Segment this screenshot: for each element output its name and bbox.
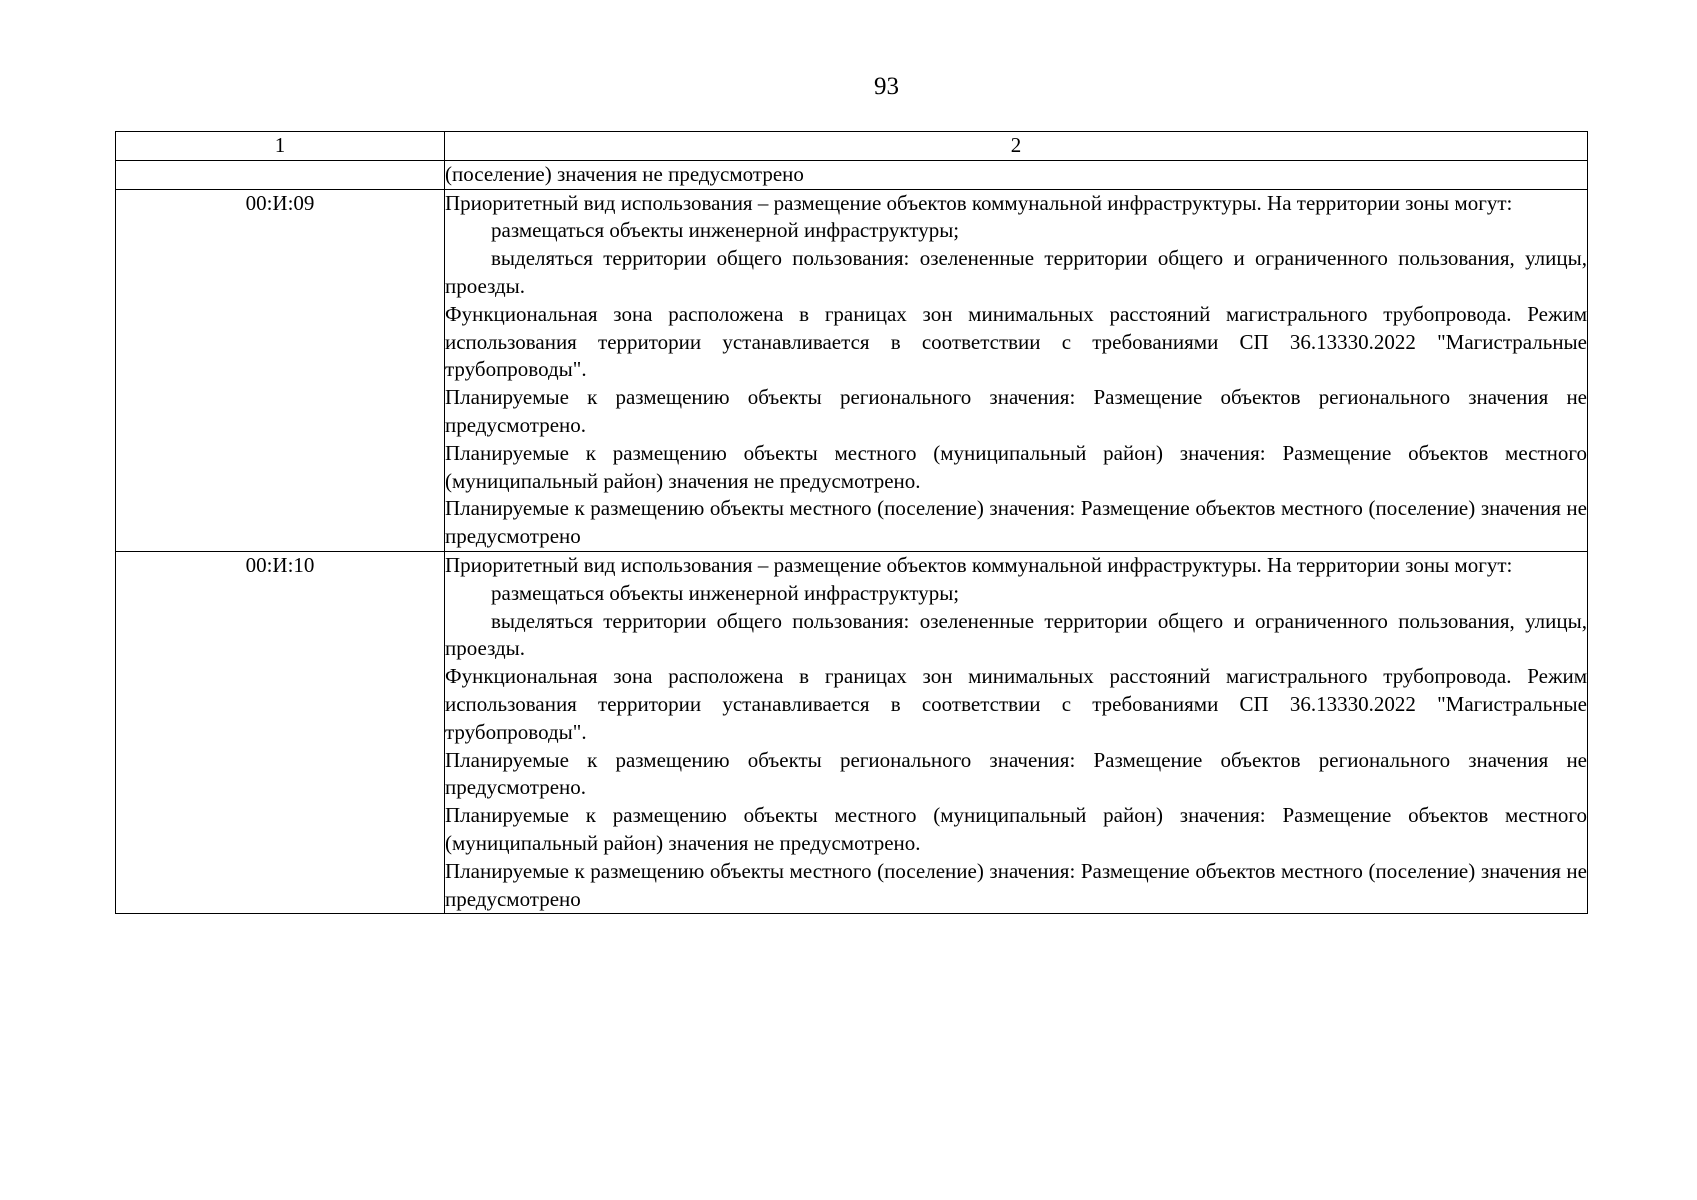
list-item: выделяться территории общего пользования: озелененные территории общего и ограниченного пользования, улицы, проезды. (445, 608, 1587, 661)
description-paragraph: (поселение) значения не предусмотрено (445, 161, 804, 186)
zone-description-cell (445, 160, 1588, 189)
zone-code-cell: 00:И:09 (116, 189, 445, 551)
zone-code-cell: 00:И:10 (116, 551, 445, 913)
description-paragraph: Приоритетный вид использования – размещение объектов коммунальной инфраструктуры. На территории зоны могут: (445, 552, 1513, 577)
description-paragraph: Планируемые к размещению объекты местного (поселение) значения: Размещение объектов местного (поселение) значения не предусмотрено (445, 496, 1587, 549)
column-header: 2 (445, 132, 1588, 161)
description-paragraph: Приоритетный вид использования – размещение объектов коммунальной инфраструктуры. На территории зоны могут: (445, 190, 1513, 215)
description-paragraph: Планируемые к размещению объекты местного (поселение) значения: Размещение объектов местного (поселение) значения не предусмотрено (445, 858, 1587, 911)
table-header-row (116, 132, 1588, 161)
description-paragraph: Планируемые к размещению объекты регионального значения: Размещение объектов регионального значения не предусмотрено. (445, 385, 1587, 437)
description-paragraph: Функциональная зона расположена в границах зон минимальных расстояний магистрального трубопровода. Режим использования территории устанавливается в соответствии с требованиями СП 36.13330.2022 "Магистральные трубопроводы". (445, 664, 1587, 744)
column-header: 1 (116, 132, 445, 161)
list-item: выделяться территории общего пользования: озелененные территории общего и ограниченного пользования, улицы, проезды. (445, 246, 1587, 298)
table-row (116, 160, 1588, 189)
list-item: размещаться объекты инженерной инфраструктуры; (491, 218, 960, 243)
description-paragraph: Планируемые к размещению объекты регионального значения: Размещение объектов регионального значения не предусмотрено. (445, 747, 1587, 800)
page-number: 93 (874, 73, 899, 100)
list-item: размещаться объекты инженерной инфраструктуры; (491, 580, 960, 605)
table-row (116, 551, 1588, 913)
description-paragraph: Планируемые к размещению объекты местного (муниципальный район) значения: Размещение объектов местного (муниципальный район) значения не предусмотрено. (445, 440, 1587, 493)
description-paragraph: Функциональная зона расположена в границах зон минимальных расстояний магистрального трубопровода. Режим использования территории устанавливается в соответствии с требованиями СП 36.13330.2022 "Магистральные трубопроводы". (445, 301, 1587, 382)
table-row (116, 189, 1588, 551)
description-paragraph: Планируемые к размещению объекты местного (муниципальный район) значения: Размещение объектов местного (муниципальный район) значения не предусмотрено. (445, 803, 1587, 855)
zone-description-cell (445, 189, 1588, 551)
zone-code-cell (116, 160, 445, 189)
zones-table (115, 131, 1588, 914)
zone-description-cell (445, 551, 1588, 913)
